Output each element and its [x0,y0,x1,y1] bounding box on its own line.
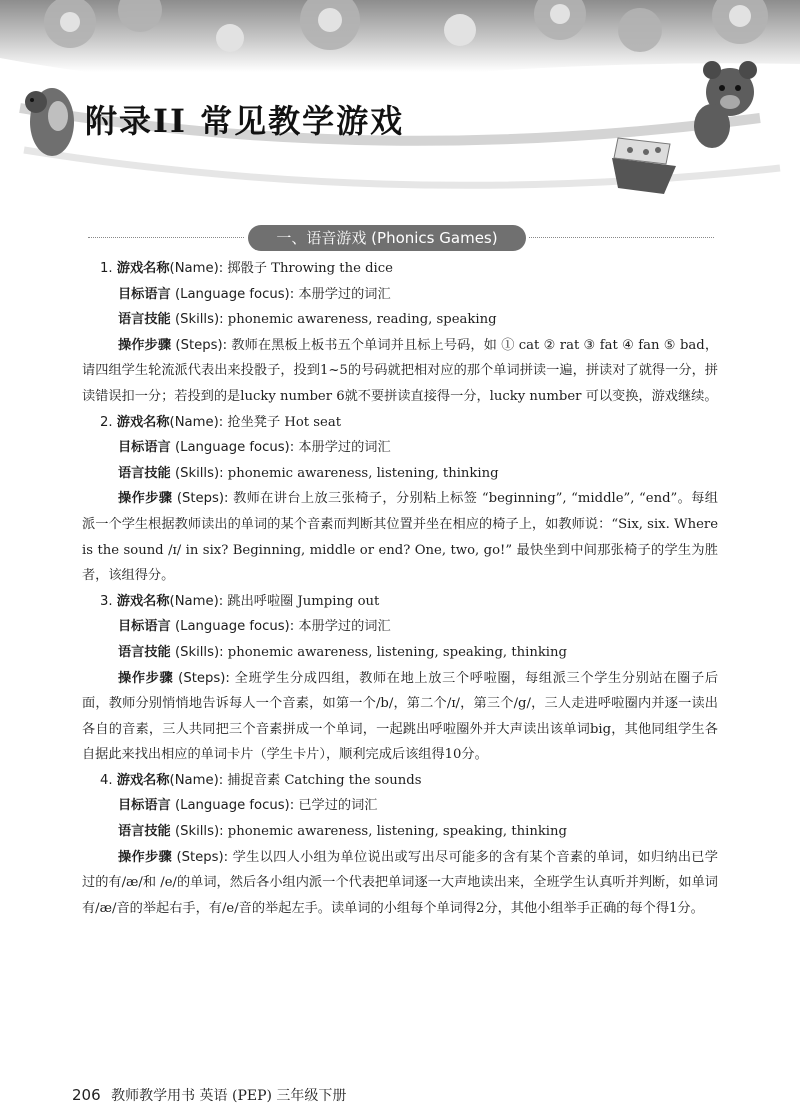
skills-label-en: (Skills): [174,644,224,660]
name-label: 游戏名称 [116,261,170,276]
name-label-en: (Name): [169,772,224,788]
steps-label: 操作步骤 [118,491,173,507]
name-label-en: (Name): [169,261,224,276]
skills-label: 语言技能 [118,312,171,328]
focus-label-en: (Language focus): [174,798,295,814]
focus-label: 目标语言 [118,286,171,302]
game-name: 掷骰子 Throwing the dice [227,261,393,276]
skills-label-en: (Skills): [174,824,224,840]
basket-icon [612,138,676,194]
section-heading: 一、语音游戏 (Phonics Games) [248,225,526,251]
game-name: 抢坐凳子 Hot seat [227,414,341,430]
game-item [82,589,718,768]
language-focus: 本册学过的词汇 [298,286,391,302]
game-number: 3. [100,593,113,609]
name-label-en: (Name): [169,414,224,430]
steps-label-en: (Steps): [176,491,229,507]
steps-label: 操作步骤 [118,670,174,686]
steps-label-en: (Steps): [178,670,230,686]
skills-label-en: (Skills): [174,312,224,328]
book-title: 教师教学用书 英语 (PEP) 三年级下册 [111,1088,347,1104]
game-number: 1. [100,261,113,276]
game-item [82,256,718,410]
page-footer [72,1085,346,1105]
steps-label-en: (Steps): [176,849,229,865]
skills-label: 语言技能 [118,465,171,481]
steps-label: 操作步骤 [118,849,172,865]
skills-text: phonemic awareness, listening, speaking, thinking [227,824,567,840]
game-name: 捕捉音素 Catching the sounds [227,772,422,788]
game-list [82,256,718,921]
skills-text: phonemic awareness, listening, thinking [227,465,499,481]
name-label: 游戏名称 [116,593,170,609]
name-label: 游戏名称 [116,414,170,430]
steps-text: 全班学生分成四组，教师在地上放三个呼啦圈，每组派三个学生分别站在圈子后面，教师分别悄悄地告诉每人一个音素，如第一个/b/，第二个/ɪ/，第三个/g/，三人走进呼啦圈内并逐一读出各自的音素，三人共同把三个音素拼成一个单词，一起跳出呼啦圈外并大声读出该单词big，其他同组学生各自据此来找出相应的单词卡片（学生卡片），顺利完成后该组得10分。 [82,670,719,763]
focus-label: 目标语言 [118,619,171,635]
focus-label: 目标语言 [118,798,171,814]
focus-label-en: (Language focus): [174,440,295,456]
steps-text: 学生以四人小组为单位说出或写出尽可能多的含有某个音素的单词，如归纳出已学过的有/æ/和 /e/的单词，然后各小组内派一个代表把单词逐一大声地读出来，全班学生认真听并判断，如单词有/æ/音的举起右手，有/e/音的举起左手。读单词的小组每个单词得2分，其他小组举手正确的每个得1分。 [82,849,718,916]
game-name: 跳出呼啦圈 Jumping out [227,593,380,609]
chapter-title: 附录II 常见教学游戏 [85,102,405,140]
steps-label: 操作步骤 [118,337,172,353]
steps-text: 教师在讲台上放三张椅子，分别粘上标签 “beginning”, “middle”, “end”。每组派一个学生根据教师读出的单词的某个音素而判断其位置并坐在相应的椅子上，如教师说：“Six, six. Where is the sound /ɪ/ in six? Beginning, middle or end? One, two, go!” 最快坐到中间那张椅子的学生为胜者，该组得分。 [82,491,718,584]
skills-label: 语言技能 [118,824,171,840]
skills-text: phonemic awareness, reading, speaking [227,312,497,328]
steps-label-en: (Steps): [175,337,228,353]
skills-label: 语言技能 [118,644,171,660]
steps-text: 教师在黑板上板书五个单词并且标上号码，如 ① cat ② rat ③ fat ④ fan ⑤ bad，请四组学生轮流派代表出来投骰子，投到1~5的号码就把相对应的那个单词拼读一遍，拼读对了就得一分，拼读错误扣一分；若投到的是lucky number 6就不要拼读直接得一分，lucky number 可以变换，游戏继续。 [82,337,719,404]
game-item [82,768,718,922]
language-focus: 已学过的词汇 [298,798,378,814]
focus-label-en: (Language focus): [174,286,295,302]
focus-label: 目标语言 [118,440,171,456]
language-focus: 本册学过的词汇 [298,440,391,456]
focus-label-en: (Language focus): [174,619,295,635]
name-label: 游戏名称 [116,772,170,788]
game-number: 2. [100,414,113,430]
page-number: 206 [72,1086,101,1104]
skills-label-en: (Skills): [174,465,224,481]
skills-text: phonemic awareness, listening, speaking, thinking [227,644,567,660]
name-label-en: (Name): [169,593,224,609]
game-item [82,410,718,589]
game-number: 4. [100,772,113,788]
language-focus: 本册学过的词汇 [298,619,391,635]
